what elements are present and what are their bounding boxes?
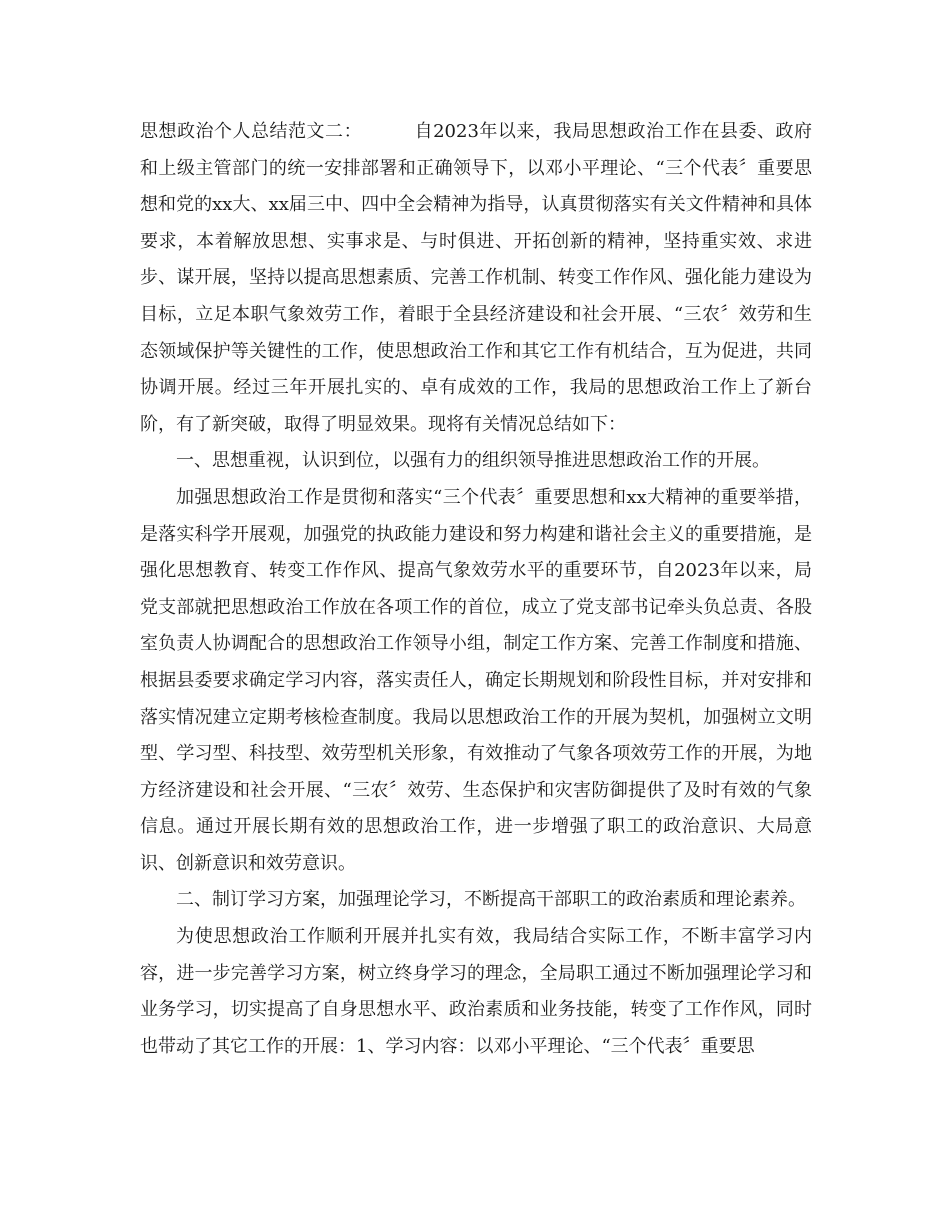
paragraph-text: 自2023年以来，我局思想政治工作在县委、政府和上级主管部门的统一安排部署和正确领导下，以邓小平理论、“三个代表〞重要思想和党的xx大、xx届三中、四中全会精神为指导，认真贯彻落实有关文件精神和具体要求，本着解放思想、实事求是、与时俱进、开拓创新的精神，坚持重实效、求进步、谋开展，坚持以提高思想素质、完善工作机制、转变工作作风、强化能力建设为目标，立足本职气象效劳工作，着眼于全县经济建设和社会开展、“三农〞效劳和生态领域保护等关键性的工作，使思想政治工作和其它工作有机结合，互为促进，共同协调开展。经过三年开展扎实的、卓有成效的工作，我局的思想政治工作上了新台阶，有了新突破，取得了明显效果。现将有关情况总结如下： xyxy=(140,121,813,435)
body-paragraph: 加强思想政治工作是贯彻和落实“三个代表〞重要思想和xx大精神的重要举措，是落实科学开展观，加强党的执政能力建设和努力构建和谐社会主义的重要措施，是强化思想教育、转变工作作风、提高气象效劳水平的重要环节，自2023年以来，局党支部就把思想政治工作放在各项工作的首位，成立了党支部书记牵头负总责、各股室负责人协调配合的思想政治工作领导小组，制定工作方案、完善工作制度和措施、根据县委要求确定学习内容，落实责任人，确定长期规划和阶段性目标，并对安排和落实情况建立定期考核检查制度。我局以思想政治工作的开展为契机，加强树立文明型、学习型、科技型、效劳型机关形象，有效推动了气象各项效劳工作的开展，为地方经济建设和社会开展、“三农〞效劳、生态保护和灾害防御提供了及时有效的气象信息。通过开展长期有效的思想政治工作，进一步增强了职工的政治意识、大局意识、创新意识和效劳意识。 xyxy=(140,486,812,874)
document-title: 思想政治个人总结范文二： xyxy=(140,121,363,142)
intro-paragraph xyxy=(140,114,812,443)
section-heading-2: 二、制订学习方案，加强理论学习，不断提高干部职工的政治素质和理论素养。 xyxy=(176,889,806,911)
body-paragraph: 为使思想政治工作顺利开展并扎实有效，我局结合实际工作，不断丰富学习内容，进一步完善学习方案，树立终身学习的理念，全局职工通过不断加强理论学习和业务学习，切实提高了自身思想水平、政治素质和业务技能，转变了工作作风，同时也带动了其它工作的开展：1、学习内容：以邓小平理论、“三个代表〞重要思 xyxy=(140,926,812,1057)
section-heading-1: 一、思想重视，认识到位，以强有力的组织领导推进思想政治工作的开展。 xyxy=(176,450,770,472)
document-body xyxy=(140,114,812,1065)
